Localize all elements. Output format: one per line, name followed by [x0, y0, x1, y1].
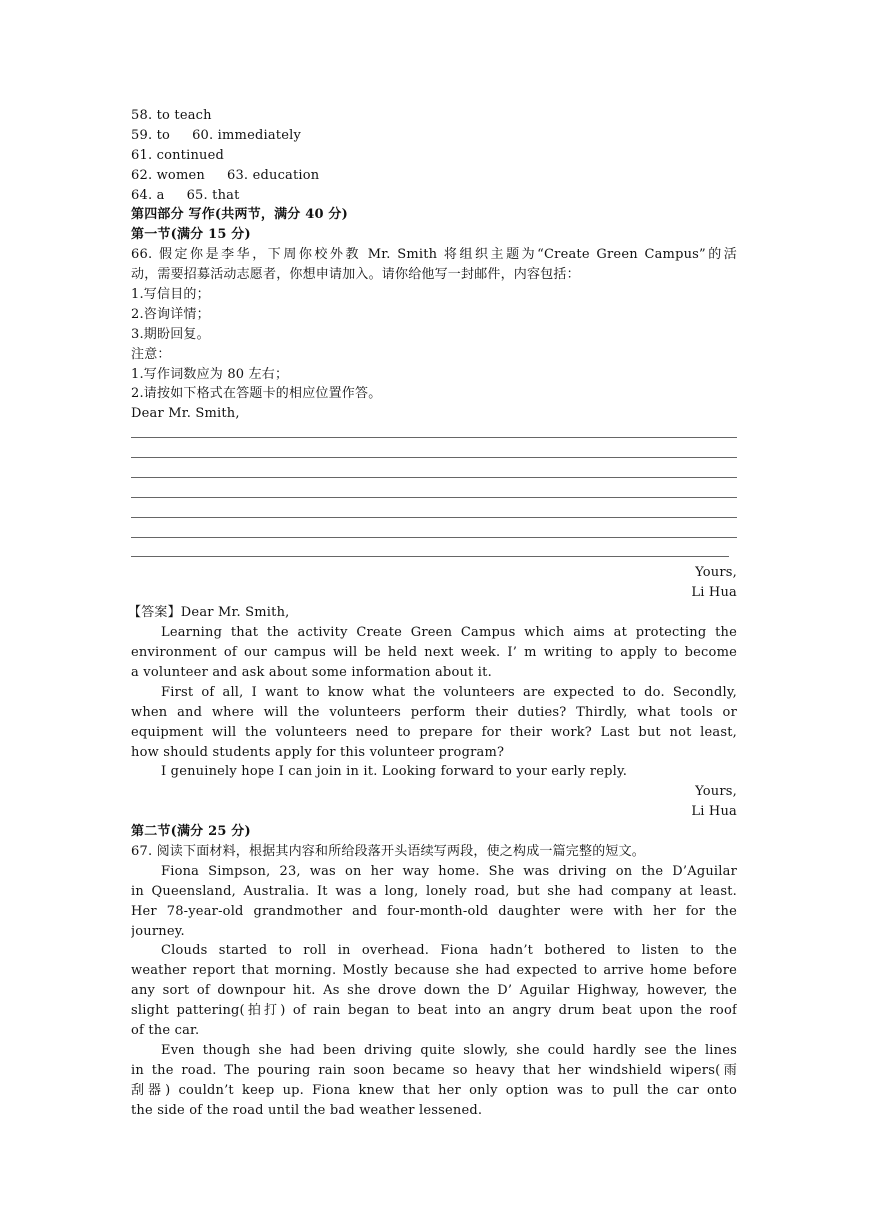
- q67-p1-line1: Fiona Simpson, 23, was on her way home. She was driving on the D’Aguilar: [161, 863, 737, 879]
- q67-p3-line3: 刮器) couldn’t keep up. Fiona knew that her only option was to pull the car onto: [131, 1082, 737, 1098]
- answer66-p2-line4: how should students apply for this volunteer program?: [131, 744, 505, 760]
- q66-item-3: 3.期盼回复。: [131, 326, 210, 342]
- q66-item-1: 1.写信目的；: [131, 287, 210, 303]
- q67-p2-line5: of the car.: [131, 1022, 200, 1038]
- answer66-p1-line1: Learning that the activity Create Green Campus which aims at protecting the: [161, 625, 737, 641]
- answer66-p1-line3: a volunteer and ask about some information about it.: [131, 664, 492, 680]
- q66-prompt-line1: 66. 假定你是李华，下周你校外教 Mr. Smith 将组织主题为“Create Green Campus”的活: [131, 247, 737, 263]
- q66-item-2: 2.咨询详情；: [131, 306, 210, 322]
- q66-note-1: 1.写作词数应为 80 左右；: [131, 366, 289, 382]
- answer-61: 61. continued: [131, 147, 225, 163]
- q67-p1-line3: Her 78-year-old grandmother and four-month-old daughter were with her for the: [131, 903, 737, 919]
- writing-line: [131, 504, 737, 524]
- q67-p3-line2: in the road. The pouring rain soon became so heavy that her windshield wipers(雨: [131, 1062, 737, 1078]
- q67-p2-line2: weather report that morning. Mostly because she had expected to arrive home before: [131, 963, 737, 979]
- answers-62-63: [131, 166, 737, 186]
- answer66-closing: Yours,: [695, 784, 737, 800]
- writing-line: [131, 484, 737, 504]
- part4-heading: 第四部分 写作(共两节，满分 40 分): [131, 207, 348, 223]
- q67-p3-line4: the side of the road until the bad weather lessened.: [131, 1102, 483, 1118]
- answer66-p1-line2: environment of our campus will be held next week. I’ m writing to apply to become: [131, 645, 737, 661]
- section1-heading: 第一节(满分 15 分): [131, 227, 251, 243]
- writing-line: [131, 524, 737, 544]
- answer66-p2-line3: equipment will the volunteers need to prepare for their work? Last but not least,: [131, 724, 737, 740]
- answer-59: 59. to: [131, 127, 171, 143]
- answer-64: 64. a: [131, 187, 165, 203]
- q67-p2-line1: Clouds started to roll in overhead. Fiona hadn’t bothered to listen to the: [161, 943, 737, 959]
- q67-p2-line3: any sort of downpour hit. As she drove down the D’ Aguilar Highway, however, the: [131, 983, 737, 999]
- q66-note-2: 2.请按如下格式在答题卡的相应位置作答。: [131, 386, 382, 402]
- q67-p2-line4: slight pattering(拍打) of rain began to beat into an angry drum beat upon the roof: [131, 1003, 737, 1019]
- answers-64-65: [131, 186, 737, 206]
- answer66-signature: Li Hua: [691, 804, 737, 820]
- page-content: [128, 106, 737, 1120]
- answer-65: 65. that: [186, 187, 240, 203]
- q66-signature: Li Hua: [691, 585, 737, 601]
- answer-60: 60. immediately: [192, 127, 302, 143]
- q67-p1-line2: in Queensland, Australia. It was a long, lonely road, but she had company at least.: [131, 883, 737, 899]
- answer66-p3-line1: I genuinely hope I can join in it. Looking forward to your early reply.: [161, 764, 628, 780]
- writing-line: [131, 444, 737, 464]
- answer66-label: 【答案】Dear Mr. Smith,: [128, 605, 290, 621]
- answer66-p2-line1: First of all, I want to know what the volunteers are expected to do. Secondly,: [161, 684, 737, 700]
- writing-line: [131, 424, 737, 444]
- writing-line: [131, 464, 737, 484]
- answer-63: 63. education: [226, 167, 320, 183]
- answer-58: 58. to teach: [131, 108, 212, 123]
- q67-prompt: 67. 阅读下面材料，根据其内容和所给段落开头语续写两段，使之构成一篇完整的短文。: [131, 843, 646, 859]
- writing-line: [131, 544, 737, 564]
- q67-p3-line1: Even though she had been driving quite slowly, she could hardly see the lines: [161, 1042, 737, 1058]
- answer66-p2-line2: when and where will the volunteers perform their duties? Thirdly, what tools or: [131, 704, 737, 720]
- section2-heading: 第二节(满分 25 分): [131, 824, 251, 840]
- answer-62: 62. women: [131, 167, 205, 183]
- q66-closing: Yours,: [695, 565, 737, 581]
- q66-note-label: 注意：: [131, 346, 171, 362]
- q66-prompt-line2: 动，需要招募活动志愿者，你想申请加入。请你给他写一封邮件，内容包括：: [131, 267, 580, 283]
- q67-p1-line4: journey.: [131, 923, 185, 939]
- answers-59-60: [131, 126, 737, 146]
- q66-salutation: Dear Mr. Smith,: [131, 406, 240, 422]
